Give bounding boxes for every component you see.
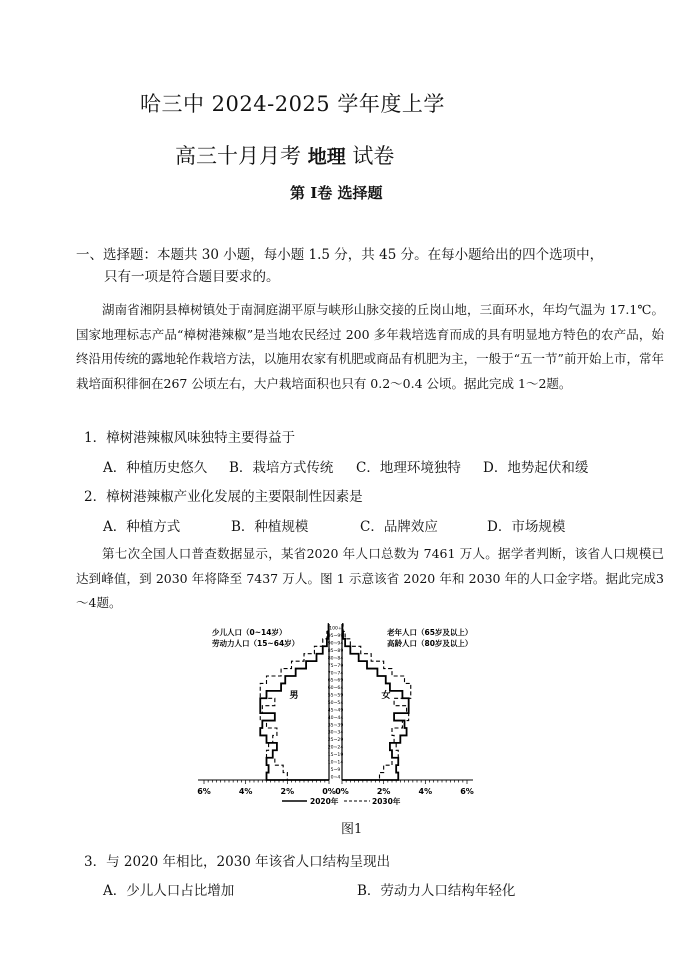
legend-children: 少儿人口（0~14岁） [212, 628, 287, 637]
age-group-label: 50~54 [327, 701, 344, 706]
passage-1: 湖南省湘阴县樟树镇处于南洞庭湖平原与峡形山脉交接的丘岗山地，三面环水，年均气温为 17.1℃。国家地理标志产品“樟树港辣椒”是当地农民经过 200 多年栽培选育而成的具有明显地方特色的农产品，始终沿用传统的露地轮作栽培方法，以施用农家有机肥或商品有机肥为主，一般于“五一节”前开始上市，常年栽培面积徘徊在267 公顷左右，大户栽培面积也只有 0.2～0.4 公顷。据此完成 1～2题。 [76, 302, 664, 391]
legend-2020-label: 2020年 [310, 797, 339, 806]
age-group-label: 65~69 [327, 678, 344, 684]
age-group-label: 35~39 [327, 723, 344, 729]
school-year-title: 哈三中 2024-2025 学年度上学 [140, 92, 445, 116]
passage-2: 第七次全国人口普查数据显示，某省2020 年人口总数为 7461 万人。据学者判断，该省人口规模已达到峰值，到 2030 年将降至 7437 万人。图 1 示意该省 2020 年和 2030 年的人口金字塔。据此完成3～4题。 [76, 546, 664, 610]
age-group-label: 15~19 [327, 753, 344, 758]
x-tick-label: 0% [335, 787, 349, 796]
age-group-label: 75~79 [327, 663, 344, 669]
q2-option-c[interactable]: C．品牌效应 [360, 519, 438, 535]
age-group-label: 95~99 [327, 634, 344, 640]
age-group-label: 60~64 [327, 686, 344, 692]
q3-option-a[interactable]: A．少儿人口占比增加 [103, 883, 235, 899]
x-tick-label: 6% [460, 787, 474, 796]
legend-2030-label: 2030年 [372, 797, 401, 806]
x-tick-label: 2% [280, 787, 295, 796]
q1-option-b[interactable]: B．栽培方式传统 [229, 460, 334, 476]
q2-option-a[interactable]: A．种植方式 [103, 519, 181, 535]
age-group-label: 0~4 [330, 775, 341, 781]
exam-suffix: 试卷 [352, 144, 395, 168]
age-group-label: 45~49 [327, 708, 344, 714]
q3-option-b[interactable]: B．劳动力人口结构年轻化 [357, 883, 516, 899]
instructions [76, 244, 656, 288]
legend-very-elderly: 高龄人口（80岁及以上） [387, 639, 473, 648]
question-3-options [103, 879, 663, 899]
section-title: 第 I卷 选择题 [290, 184, 383, 202]
instructions-line-2: 只有一项是符合题目要求的。 [104, 269, 280, 285]
female-label: 女 [381, 691, 391, 701]
age-group-label: 30~34 [327, 730, 344, 736]
legend-labor: 劳动力人口（15~64岁） [212, 639, 300, 648]
exam-prefix: 高三十月月考 [175, 144, 301, 168]
age-group-label: 55~59 [327, 693, 344, 699]
question-1-options [103, 456, 663, 476]
age-group-label: 25~29 [327, 738, 344, 744]
age-group-label: 80~84 [327, 656, 344, 662]
age-group-label: 40~44 [327, 715, 344, 721]
age-group-label: 10~14 [327, 760, 344, 766]
instructions-line-1: 一、选择题：本题共 30 小题，每小题 1.5 分，共 45 分。在每小题给出的四个选项中， [76, 247, 604, 263]
age-group-label: 70~74 [327, 671, 344, 677]
legend-elderly: 老年人口（65岁及以上） [387, 628, 473, 637]
x-tick-label: 4% [238, 787, 253, 796]
age-group-label: 85~89 [327, 649, 344, 654]
x-tick-label: 0% [322, 787, 336, 796]
male-label: 男 [289, 691, 299, 701]
figure-caption: 图1 [341, 822, 363, 837]
question-3-stem: 3．与 2020 年相比，2030 年该省人口结构呈现出 [84, 854, 391, 870]
q2-option-d[interactable]: D．市场规模 [487, 519, 566, 535]
subject-label: 地理 [307, 146, 346, 168]
question-2-options [103, 515, 663, 535]
q1-option-d[interactable]: D．地势起伏和缓 [483, 460, 589, 476]
age-group-label: 100+ [329, 626, 342, 632]
age-group-label: 5~9 [330, 767, 341, 773]
x-tick-label: 2% [376, 787, 391, 796]
x-tick-label: 4% [418, 787, 433, 796]
question-1-stem: 1．樟树港辣椒风味独特主要得益于 [84, 430, 296, 446]
age-group-label: 20~24 [327, 745, 344, 751]
q1-option-c[interactable]: C．地理环境独特 [356, 460, 461, 476]
population-pyramid-chart [190, 618, 495, 810]
q2-option-b[interactable]: B．种植规模 [231, 519, 309, 535]
question-2-stem: 2．樟树港辣椒产业化发展的主要限制性因素是 [84, 489, 363, 505]
x-tick-label: 6% [197, 787, 211, 796]
q1-option-a[interactable]: A．种植历史悠久 [103, 460, 208, 476]
exam-title [175, 140, 394, 170]
age-group-label: 90~94 [327, 641, 344, 647]
